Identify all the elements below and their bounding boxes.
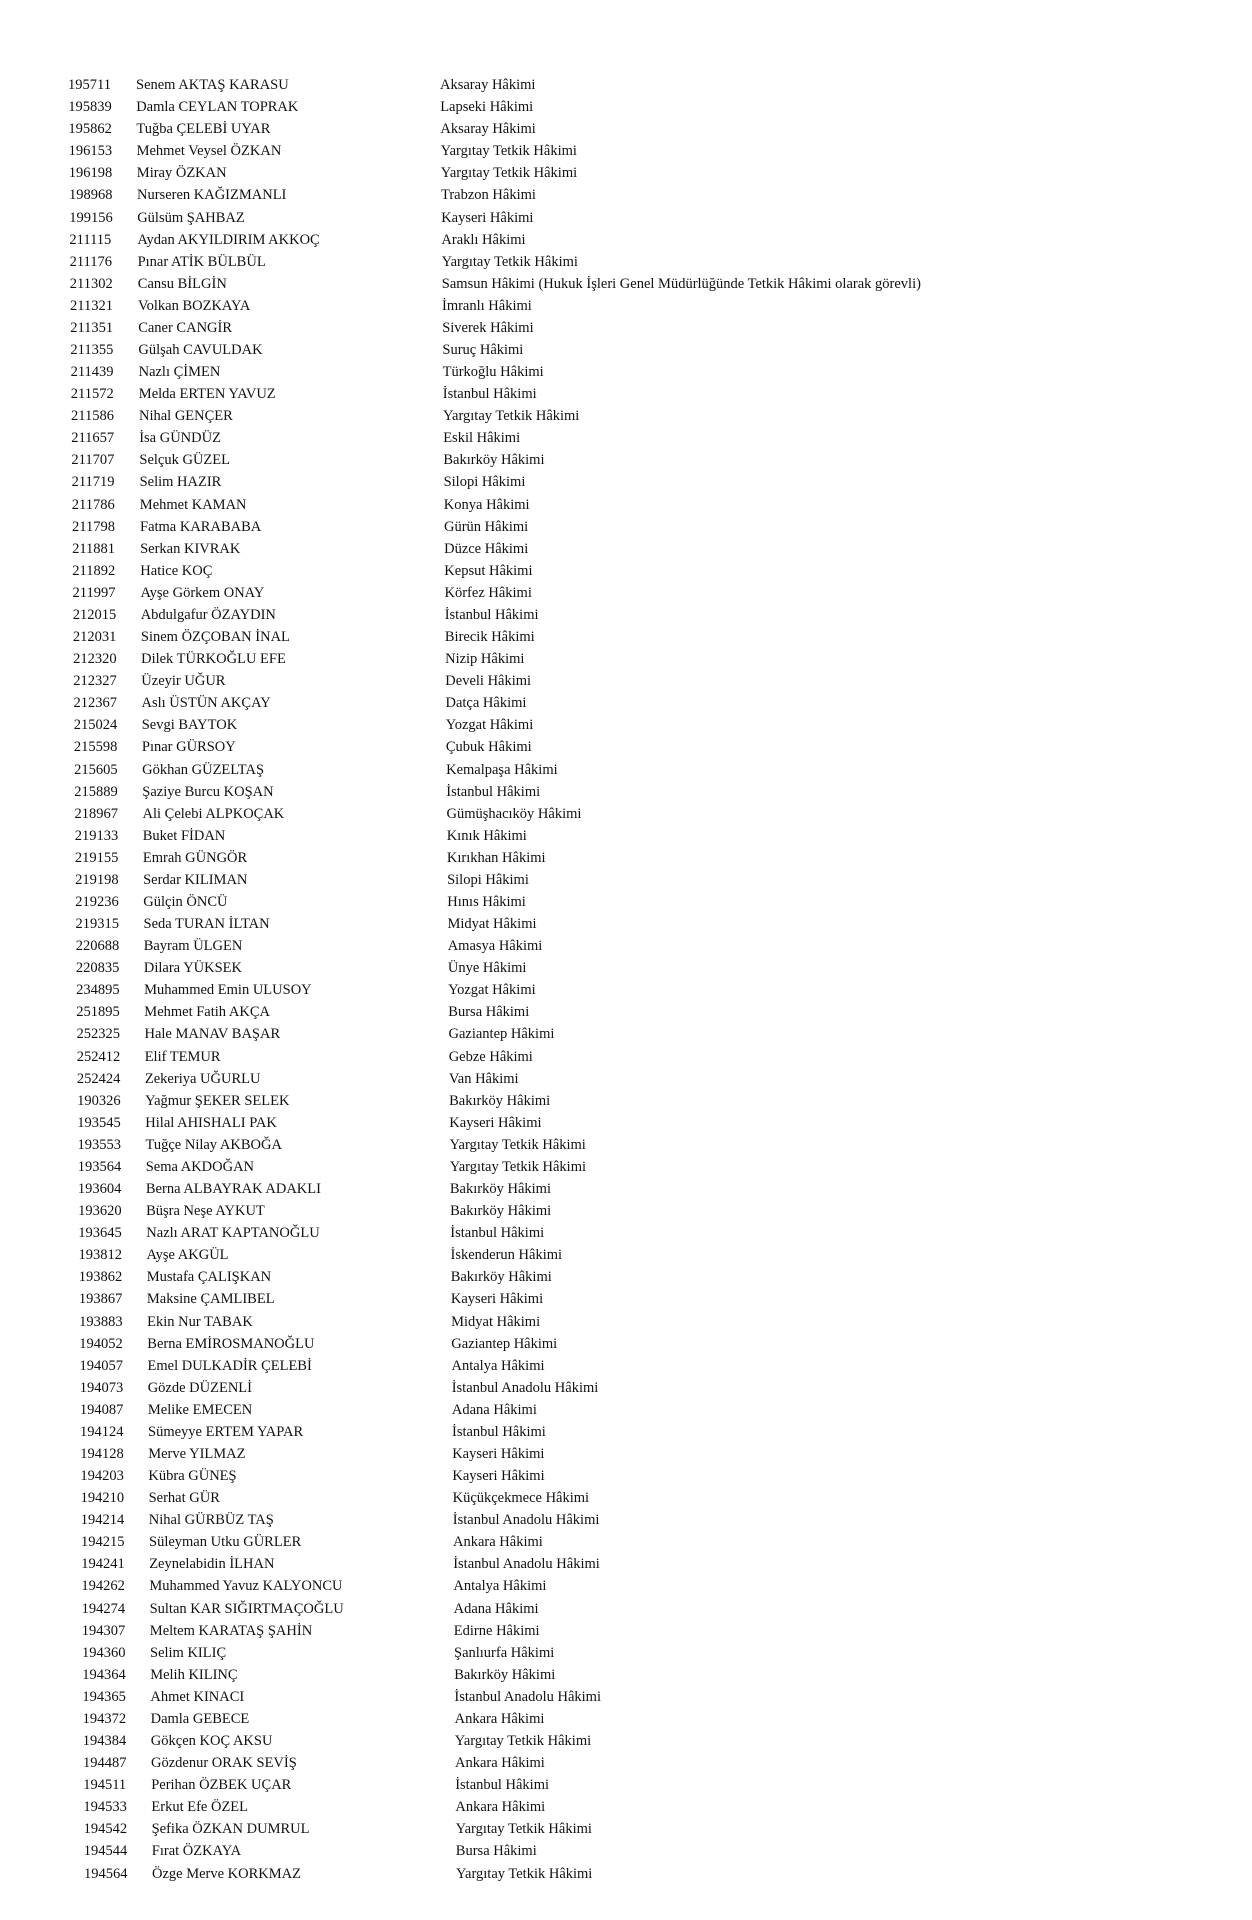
record-id: 193604: [77, 1181, 122, 1197]
record-position: Kayseri Hâkimi: [449, 1114, 542, 1131]
record-id: 198968: [69, 187, 113, 204]
record-id: 194210: [80, 1490, 125, 1507]
record-id: 211719: [71, 474, 115, 491]
record-id: 195711: [68, 77, 111, 93]
record-id: 194215: [81, 1534, 125, 1551]
record-id: 211707: [71, 452, 115, 469]
record-position: Kırıkhan Hâkimi: [446, 849, 546, 866]
record-id: 211798: [72, 518, 115, 535]
record-id: 193812: [78, 1247, 122, 1264]
record-name: Mustafa ÇALIŞKAN: [146, 1269, 272, 1286]
record-id: 195862: [68, 121, 112, 138]
record-position: Bakırköy Hâkimi: [449, 1181, 551, 1197]
record-id: 215889: [74, 783, 118, 800]
record-name: Şaziye Burcu KOŞAN: [142, 783, 274, 800]
record-position: Antalya Hâkimi: [451, 1357, 545, 1374]
record-name: Gülçin ÖNCÜ: [143, 894, 228, 910]
record-position: Çubuk Hâkimi: [445, 739, 532, 756]
record-position: Adana Hâkimi: [453, 1600, 539, 1617]
record-position: Şanlıurfa Hâkimi: [454, 1644, 555, 1661]
record-name: Ayşe AKGÜL: [146, 1247, 229, 1264]
record-position: Suruç Hâkimi: [442, 342, 524, 358]
record-name: Meltem KARATAŞ ŞAHİN: [149, 1622, 313, 1639]
record-id: 194057: [79, 1357, 123, 1374]
record-position: Kayseri Hâkimi: [452, 1468, 545, 1484]
record-id: 211115: [69, 231, 112, 248]
record-id: 193883: [79, 1313, 123, 1330]
record-name: Melike EMECEN: [147, 1401, 253, 1418]
record-name: Gökçen KOÇ AKSU: [150, 1733, 273, 1749]
record-position: Gürün Hâkimi: [444, 518, 529, 535]
record-name: Sema AKDOĞAN: [145, 1158, 255, 1175]
record-name: Kübra GÜNEŞ: [148, 1468, 237, 1484]
record-id: 215605: [74, 761, 118, 778]
record-name: Özge Merve KORKMAZ: [152, 1865, 301, 1882]
record-position: Düzce Hâkimi: [444, 540, 529, 557]
record-position: İstanbul Anadolu Hâkimi: [454, 1688, 601, 1705]
record-id: 194365: [82, 1688, 126, 1705]
record-id: 194307: [81, 1622, 126, 1639]
record-name: Seda TURAN İLTAN: [143, 916, 270, 932]
record-position: Ankara Hâkimi: [453, 1534, 543, 1551]
record-position: Ankara Hâkimi: [455, 1799, 546, 1816]
record-id: 190326: [77, 1092, 121, 1109]
record-id: 193620: [78, 1203, 122, 1220]
record-position: Kınık Hâkimi: [446, 827, 527, 844]
record-id: 194564: [84, 1865, 128, 1882]
record-id: 211892: [72, 562, 116, 579]
record-id: 194372: [82, 1710, 127, 1727]
record-id: 194124: [80, 1423, 124, 1440]
record-id: 234895: [76, 982, 120, 999]
record-name: Sümeyye ERTEM YAPAR: [148, 1423, 304, 1440]
record-id: 194384: [82, 1733, 127, 1749]
record-name: Nihal GÜRBÜZ TAŞ: [148, 1512, 274, 1529]
record-position: Yargıtay Tetkik Hâkimi: [440, 165, 578, 182]
record-name: Mehmet KAMAN: [139, 496, 247, 513]
record-id: 194241: [81, 1556, 125, 1573]
record-name: Ahmet KINACI: [150, 1688, 245, 1705]
record-id: 215598: [73, 739, 118, 756]
record-name: Sevgi BAYTOK: [141, 717, 238, 734]
record-name: Emrah GÜNGÖR: [142, 849, 248, 866]
record-position: Yargıtay Tetkik Hâkimi: [454, 1733, 592, 1749]
record-position: Yargıtay Tetkik Hâkimi: [441, 253, 578, 270]
record-position: Datça Hâkimi: [445, 695, 527, 712]
record-id: 219155: [74, 849, 119, 866]
record-name: Hale MANAV BAŞAR: [144, 1026, 281, 1043]
record-id: 211351: [70, 319, 114, 336]
record-id: 193867: [78, 1291, 123, 1308]
record-position: Kayseri Hâkimi: [441, 209, 534, 226]
record-position: Silopi Hâkimi: [443, 474, 526, 491]
record-id: 194364: [82, 1666, 126, 1683]
record-id: 219133: [74, 827, 119, 844]
record-position: Gaziantep Hâkimi: [451, 1335, 558, 1352]
record-name: Yağmur ŞEKER SELEK: [145, 1092, 290, 1109]
record-id: 194087: [79, 1401, 124, 1418]
record-position: İstanbul Hâkimi: [446, 783, 541, 800]
record-id: 219315: [75, 916, 119, 932]
record-position: Bursa Hâkimi: [448, 1004, 530, 1021]
record-position: Bakırköy Hâkimi: [454, 1666, 556, 1683]
record-name: Maksine ÇAMLIBEL: [146, 1291, 275, 1308]
record-position: Yargıtay Tetkik Hâkimi: [455, 1821, 592, 1838]
record-id: 219236: [75, 894, 119, 910]
record-position: Kepsut Hâkimi: [444, 562, 533, 579]
record-position: Samsun Hâkimi (Hukuk İşleri Genel Müdürlüğünde Tetkik Hâkimi olarak görevli): [441, 275, 921, 292]
record-id: 215024: [73, 717, 118, 734]
record-name: Abdulgafur ÖZAYDIN: [140, 606, 276, 623]
record-position: Körfez Hâkimi: [444, 584, 532, 601]
record-name: Süleyman Utku GÜRLER: [149, 1534, 302, 1551]
record-position: İstanbul Anadolu Hâkimi: [452, 1512, 600, 1529]
record-id: 212031: [72, 629, 117, 645]
record-name: Melda ERTEN YAVUZ: [138, 386, 276, 403]
record-position: İstanbul Hâkimi: [452, 1423, 546, 1440]
record-name: Nazlı ARAT KAPTANOĞLU: [146, 1225, 320, 1242]
record-position: Araklı Hâkimi: [441, 231, 526, 248]
record-name: Gülsüm ŞAHBAZ: [137, 209, 245, 226]
record-id: 194262: [81, 1578, 125, 1595]
record-position: Adana Hâkimi: [451, 1401, 537, 1418]
record-name: Nihal GENÇER: [139, 408, 233, 425]
record-position: Amasya Hâkimi: [447, 938, 543, 955]
record-name: Serkan KIVRAK: [140, 540, 241, 557]
record-position: Antalya Hâkimi: [453, 1578, 547, 1595]
record-id: 211439: [70, 364, 114, 380]
record-position: Yargıtay Tetkik Hâkimi: [443, 408, 580, 425]
record-position: Ankara Hâkimi: [455, 1755, 545, 1772]
record-position: İskenderun Hâkimi: [450, 1247, 563, 1264]
record-position: Nizip Hâkimi: [445, 651, 525, 668]
record-position: Yargıtay Tetkik Hâkimi: [449, 1136, 586, 1153]
record-name: Emel DULKADİR ÇELEBİ: [147, 1357, 312, 1374]
record-name: Zekeriya UĞURLU: [144, 1070, 261, 1087]
record-name: Nazlı ÇİMEN: [138, 364, 221, 380]
record-id: 194533: [83, 1799, 127, 1816]
record-id: 211786: [71, 496, 115, 513]
record-name: Selçuk GÜZEL: [139, 452, 230, 469]
record-id: 194542: [83, 1821, 128, 1838]
record-id: 251895: [76, 1004, 120, 1021]
record-name: Berna ALBAYRAK ADAKLI: [145, 1181, 321, 1197]
record-name: Pınar GÜRSOY: [141, 739, 236, 756]
record-position: Ünye Hâkimi: [447, 960, 527, 977]
record-name: Merve YILMAZ: [148, 1446, 246, 1462]
record-position: Develi Hâkimi: [445, 673, 532, 690]
record-id: 211572: [70, 386, 114, 403]
record-id: 211321: [70, 297, 113, 314]
record-id: 211176: [69, 253, 113, 270]
record-id: 252325: [76, 1026, 120, 1043]
record-position: Trabzon Hâkimi: [441, 187, 536, 204]
record-position: Yargıtay Tetkik Hâkimi: [440, 143, 577, 160]
record-position: Bakırköy Hâkimi: [450, 1203, 552, 1220]
record-name: Damla CEYLAN TOPRAK: [136, 99, 299, 116]
record-name: Serhat GÜR: [148, 1490, 220, 1507]
record-name: Pınar ATİK BÜLBÜL: [137, 253, 266, 270]
record-name: Gözde DÜZENLİ: [147, 1379, 252, 1396]
record-position: Gümüşhacıköy Hâkimi: [446, 805, 582, 822]
record-position: Aksaray Hâkimi: [440, 77, 536, 93]
record-position: İmranlı Hâkimi: [442, 297, 532, 314]
record-name: Fırat ÖZKAYA: [151, 1843, 242, 1860]
record-id: 194128: [80, 1446, 124, 1462]
record-id: 194511: [83, 1777, 127, 1794]
record-position: Bakırköy Hâkimi: [450, 1269, 552, 1286]
record-name: Fatma KARABABA: [140, 518, 262, 535]
record-position: Kayseri Hâkimi: [450, 1291, 544, 1308]
record-position: Küçükçekmece Hâkimi: [452, 1490, 590, 1507]
record-id: 211586: [71, 408, 114, 425]
record-position: Lapseki Hâkimi: [440, 99, 534, 116]
record-position: Konya Hâkimi: [443, 496, 530, 513]
record-name: Şefika ÖZKAN DUMRUL: [151, 1821, 310, 1838]
record-name: Erkut Efe ÖZEL: [151, 1799, 249, 1816]
record-position: Aksaray Hâkimi: [440, 121, 536, 138]
record-id: 194544: [83, 1843, 128, 1860]
record-position: İstanbul Hâkimi: [450, 1225, 545, 1242]
record-position: Silopi Hâkimi: [447, 871, 529, 888]
record-id: 199156: [69, 209, 113, 226]
record-id: 194360: [82, 1644, 126, 1661]
record-position: Edirne Hâkimi: [453, 1622, 540, 1639]
record-position: Siverek Hâkimi: [442, 319, 534, 336]
record-id: 212320: [73, 651, 117, 668]
record-name: Aslı ÜSTÜN AKÇAY: [141, 695, 271, 712]
record-name: Cansu BİLGİN: [137, 275, 227, 292]
record-id: 194073: [79, 1379, 124, 1396]
record-id: 193553: [77, 1136, 121, 1153]
record-position: Yargıtay Tetkik Hâkimi: [449, 1158, 587, 1175]
record-id: 252424: [76, 1070, 121, 1087]
record-position: Bursa Hâkimi: [455, 1843, 537, 1860]
record-name: Hilal AHISHALI PAK: [145, 1114, 277, 1131]
record-name: Perihan ÖZBEK UÇAR: [151, 1777, 292, 1794]
record-id: 219198: [75, 871, 119, 888]
record-name: Zeynelabidin İLHAN: [149, 1556, 275, 1573]
record-id: 212015: [72, 606, 117, 623]
record-position: Midyat Hâkimi: [451, 1313, 541, 1330]
record-position: Ankara Hâkimi: [454, 1710, 545, 1727]
record-id: 193645: [78, 1225, 122, 1242]
record-position: Midyat Hâkimi: [447, 916, 537, 932]
record-name: Sinem ÖZÇOBAN İNAL: [140, 629, 290, 645]
record-name: Sultan KAR SIĞIRTMAÇOĞLU: [149, 1600, 344, 1617]
record-position: Kayseri Hâkimi: [452, 1446, 545, 1462]
record-name: Berna EMİROSMANOĞLU: [147, 1335, 315, 1352]
record-id: 218967: [74, 805, 118, 822]
record-name: Ayşe Görkem ONAY: [140, 584, 265, 601]
record-id: 196198: [68, 165, 113, 182]
record-name: Mehmet Veysel ÖZKAN: [136, 143, 282, 160]
record-name: Buket FİDAN: [142, 827, 226, 844]
record-position: Yargıtay Tetkik Hâkimi: [456, 1865, 593, 1882]
record-id: 194274: [81, 1600, 126, 1617]
record-name: Muhammed Yavuz KALYONCU: [149, 1578, 343, 1595]
record-id: 252412: [76, 1048, 121, 1065]
record-id: 196153: [68, 143, 113, 160]
record-name: Damla GEBECE: [150, 1710, 250, 1727]
record-position: Van Hâkimi: [448, 1070, 519, 1087]
record-name: Volkan BOZKAYA: [138, 297, 251, 314]
record-id: 212367: [73, 695, 117, 712]
record-position: Türkoğlu Hâkimi: [442, 364, 544, 380]
record-position: Eskil Hâkimi: [443, 430, 521, 447]
record-id: 212327: [73, 673, 117, 690]
record-id: 195839: [68, 99, 112, 116]
record-position: İstanbul Hâkimi: [444, 606, 539, 623]
record-position: Gaziantep Hâkimi: [448, 1026, 555, 1043]
record-id: 211302: [69, 275, 113, 292]
record-position: Kemalpaşa Hâkimi: [446, 761, 558, 778]
record-id: 211657: [71, 430, 115, 447]
record-id: 193564: [77, 1158, 122, 1175]
record-id: 194214: [80, 1512, 125, 1529]
record-position: İstanbul Hâkimi: [442, 386, 537, 403]
record-id: 211355: [70, 342, 114, 358]
record-position: Yozgat Hâkimi: [448, 982, 536, 999]
record-position: Hınıs Hâkimi: [447, 894, 526, 910]
record-name: Elif TEMUR: [144, 1048, 221, 1065]
record-name: Aydan AKYILDIRIM AKKOÇ: [137, 231, 320, 248]
record-id: 193862: [78, 1269, 123, 1286]
record-id: 193545: [77, 1114, 121, 1131]
record-name: Caner CANGİR: [138, 319, 233, 336]
record-position: İstanbul Hâkimi: [455, 1777, 550, 1794]
record-name: Senem AKTAŞ KARASU: [136, 77, 289, 93]
record-name: Gözdenur ORAK SEVİŞ: [151, 1755, 297, 1772]
record-id: 194203: [80, 1468, 124, 1484]
record-name: Ekin Nur TABAK: [147, 1313, 253, 1330]
record-name: Üzeyir UĞUR: [141, 673, 226, 690]
record-name: Dilara YÜKSEK: [143, 960, 243, 977]
record-id: 220835: [75, 960, 120, 977]
record-position: İstanbul Anadolu Hâkimi: [451, 1379, 599, 1396]
record-name: Mehmet Fatih AKÇA: [144, 1004, 270, 1021]
record-name: Dilek TÜRKOĞLU EFE: [141, 651, 286, 668]
record-name: İsa GÜNDÜZ: [139, 430, 221, 447]
record-name: Ali Çelebi ALPKOÇAK: [142, 805, 285, 822]
record-name: Hatice KOÇ: [140, 562, 213, 579]
record-name: Selim KILIÇ: [150, 1644, 227, 1661]
record-name: Serdar KILIMAN: [143, 871, 248, 888]
record-position: Bakırköy Hâkimi: [449, 1092, 551, 1109]
record-position: Gebze Hâkimi: [448, 1048, 533, 1065]
record-id: 211997: [72, 584, 116, 601]
record-name: Tuğçe Nilay AKBOĞA: [145, 1136, 282, 1153]
record-name: Selim HAZIR: [139, 474, 222, 491]
record-name: Tuğba ÇELEBİ UYAR: [136, 121, 271, 138]
record-name: Muhammed Emin ULUSOY: [144, 982, 312, 999]
record-name: Bayram ÜLGEN: [143, 938, 243, 955]
record-name: Gökhan GÜZELTAŞ: [142, 761, 265, 778]
record-name: Nurseren KAĞIZMANLI: [137, 187, 287, 204]
record-id: 211881: [72, 540, 116, 557]
record-name: Büşra Neşe AYKUT: [146, 1203, 265, 1220]
record-name: Gülşah CAVULDAK: [138, 342, 263, 358]
record-position: İstanbul Anadolu Hâkimi: [453, 1556, 600, 1573]
record-position: Bakırköy Hâkimi: [443, 452, 545, 469]
record-name: Miray ÖZKAN: [136, 165, 227, 182]
record-id: 194487: [83, 1755, 127, 1772]
record-name: Melih KILINÇ: [150, 1666, 238, 1683]
record-id: 194052: [79, 1335, 123, 1352]
record-position: Yozgat Hâkimi: [445, 717, 534, 734]
record-id: 220688: [75, 938, 120, 955]
record-position: Birecik Hâkimi: [444, 629, 535, 645]
